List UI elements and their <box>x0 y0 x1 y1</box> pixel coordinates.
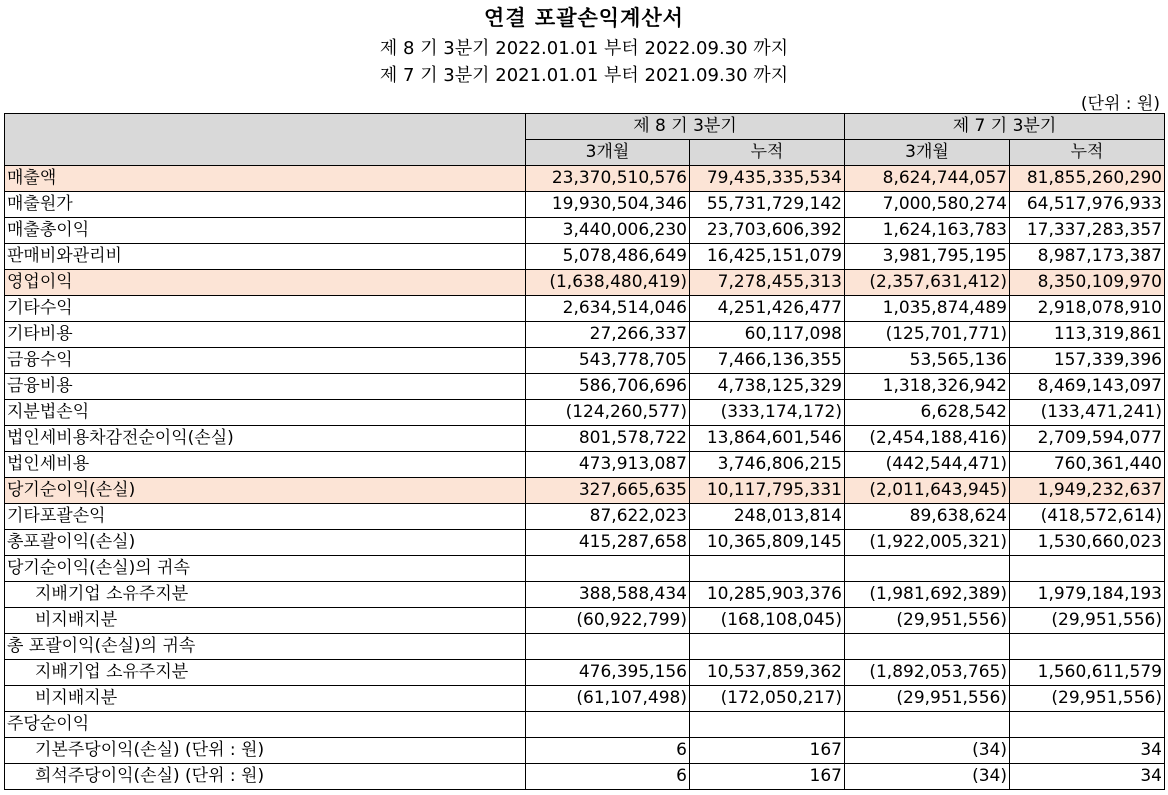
cell-value <box>526 634 690 660</box>
cell-value: (1,922,005,321) <box>845 530 1010 556</box>
header-row-1 <box>5 114 1165 140</box>
cell-value: 2,709,594,077 <box>1010 426 1165 452</box>
cell-value: 1,035,874,489 <box>845 296 1010 322</box>
table-row <box>5 530 1165 556</box>
cell-value: (1,638,480,419) <box>526 270 690 296</box>
cell-value: 473,913,087 <box>526 452 690 478</box>
table-row <box>5 660 1165 686</box>
table-row <box>5 738 1165 764</box>
cell-value: 7,466,136,355 <box>690 348 845 374</box>
cell-value: 8,624,744,057 <box>845 166 1010 192</box>
cell-value: 415,287,658 <box>526 530 690 556</box>
cell-value <box>1010 712 1165 738</box>
cell-value: 167 <box>690 738 845 764</box>
cell-value: (1,892,053,765) <box>845 660 1010 686</box>
cell-value: 53,565,136 <box>845 348 1010 374</box>
cell-value: (29,951,556) <box>845 608 1010 634</box>
cell-value: 10,285,903,376 <box>690 582 845 608</box>
cell-value: (2,357,631,412) <box>845 270 1010 296</box>
table-row <box>5 452 1165 478</box>
cell-value: (29,951,556) <box>1010 686 1165 712</box>
cell-value: 157,339,396 <box>1010 348 1165 374</box>
cell-value: 23,703,606,392 <box>690 218 845 244</box>
period-prior: 제 7 기 3분기 2021.01.01 부터 2021.09.30 까지 <box>379 65 789 86</box>
table-row <box>5 712 1165 738</box>
cell-value: (442,544,471) <box>845 452 1010 478</box>
cell-value: 64,517,976,933 <box>1010 192 1165 218</box>
header-blank <box>5 114 526 166</box>
cell-value: 16,425,151,079 <box>690 244 845 270</box>
cell-value: 1,530,660,023 <box>1010 530 1165 556</box>
cell-value: (133,471,241) <box>1010 400 1165 426</box>
cell-value: 1,624,163,783 <box>845 218 1010 244</box>
header-period-prior: 제 7 기 3분기 <box>845 114 1165 140</box>
table-row <box>5 166 1165 192</box>
cell-value: 2,634,514,046 <box>526 296 690 322</box>
table-row <box>5 478 1165 504</box>
cell-value: 1,979,184,193 <box>1010 582 1165 608</box>
cell-value: (124,260,577) <box>526 400 690 426</box>
cell-value: 7,278,455,313 <box>690 270 845 296</box>
cell-value: 8,987,173,387 <box>1010 244 1165 270</box>
cell-value: 79,435,335,534 <box>690 166 845 192</box>
row-label: 기본주당이익(손실) (단위 : 원) <box>5 738 526 764</box>
cell-value: (418,572,614) <box>1010 504 1165 530</box>
table-row <box>5 556 1165 582</box>
cell-value <box>690 634 845 660</box>
cell-value: 6,628,542 <box>845 400 1010 426</box>
table-row <box>5 608 1165 634</box>
row-label: 당기순이익(손실)의 귀속 <box>5 556 526 582</box>
cell-value: (61,107,498) <box>526 686 690 712</box>
cell-value: 34 <box>1010 738 1165 764</box>
header-3months: 3개월 <box>526 140 690 166</box>
cell-value: 87,622,023 <box>526 504 690 530</box>
cell-value: 113,319,861 <box>1010 322 1165 348</box>
cell-value: (2,011,643,945) <box>845 478 1010 504</box>
header-period-current: 제 8 기 3분기 <box>526 114 845 140</box>
cell-value: 8,350,109,970 <box>1010 270 1165 296</box>
header-cumulative: 누적 <box>690 140 845 166</box>
row-label: 희석주당이익(손실) (단위 : 원) <box>5 764 526 790</box>
statement-title: 연결 포괄손익계산서 <box>484 6 684 30</box>
cell-value <box>1010 556 1165 582</box>
row-label: 지분법손익 <box>5 400 526 426</box>
cell-value: 327,665,635 <box>526 478 690 504</box>
cell-value: 55,731,729,142 <box>690 192 845 218</box>
row-label: 영업이익 <box>5 270 526 296</box>
cell-value: 6 <box>526 764 690 790</box>
header-cumulative: 누적 <box>1010 140 1165 166</box>
cell-value <box>690 712 845 738</box>
row-label: 비지배지분 <box>5 686 526 712</box>
cell-value <box>845 556 1010 582</box>
row-label: 지배기업 소유주지분 <box>5 582 526 608</box>
cell-value <box>526 556 690 582</box>
unit-label: (단위 : 원) <box>1080 94 1160 114</box>
cell-value: 7,000,580,274 <box>845 192 1010 218</box>
table-row <box>5 400 1165 426</box>
cell-value: 2,918,078,910 <box>1010 296 1165 322</box>
cell-value: 10,365,809,145 <box>690 530 845 556</box>
row-label: 매출원가 <box>5 192 526 218</box>
table-row <box>5 270 1165 296</box>
cell-value: 1,560,611,579 <box>1010 660 1165 686</box>
table-row <box>5 764 1165 790</box>
cell-value: 543,778,705 <box>526 348 690 374</box>
cell-value: 1,949,232,637 <box>1010 478 1165 504</box>
row-label: 주당순이익 <box>5 712 526 738</box>
cell-value: 4,251,426,477 <box>690 296 845 322</box>
cell-value: 8,469,143,097 <box>1010 374 1165 400</box>
row-label: 총 포괄이익(손실)의 귀속 <box>5 634 526 660</box>
row-label: 매출총이익 <box>5 218 526 244</box>
cell-value <box>845 634 1010 660</box>
row-label: 지배기업 소유주지분 <box>5 660 526 686</box>
cell-value: 1,318,326,942 <box>845 374 1010 400</box>
table-row <box>5 634 1165 660</box>
cell-value: 3,746,806,215 <box>690 452 845 478</box>
table-row <box>5 504 1165 530</box>
cell-value: 801,578,722 <box>526 426 690 452</box>
cell-value: 19,930,504,346 <box>526 192 690 218</box>
cell-value: 17,337,283,357 <box>1010 218 1165 244</box>
row-label: 법인세비용 <box>5 452 526 478</box>
cell-value: (2,454,188,416) <box>845 426 1010 452</box>
row-label: 비지배지분 <box>5 608 526 634</box>
row-label: 매출액 <box>5 166 526 192</box>
cell-value: 10,117,795,331 <box>690 478 845 504</box>
cell-value: (29,951,556) <box>1010 608 1165 634</box>
header-3months: 3개월 <box>845 140 1010 166</box>
cell-value <box>690 556 845 582</box>
row-label: 총포괄이익(손실) <box>5 530 526 556</box>
cell-value: 13,864,601,546 <box>690 426 845 452</box>
cell-value: 10,537,859,362 <box>690 660 845 686</box>
cell-value: 388,588,434 <box>526 582 690 608</box>
table-row <box>5 348 1165 374</box>
cell-value: (34) <box>845 738 1010 764</box>
table-row <box>5 582 1165 608</box>
row-label: 기타비용 <box>5 322 526 348</box>
cell-value: 476,395,156 <box>526 660 690 686</box>
cell-value: 4,738,125,329 <box>690 374 845 400</box>
cell-value: 3,981,795,195 <box>845 244 1010 270</box>
cell-value <box>845 712 1010 738</box>
row-label: 금융비용 <box>5 374 526 400</box>
cell-value: 760,361,440 <box>1010 452 1165 478</box>
cell-value: (34) <box>845 764 1010 790</box>
cell-value: 81,855,260,290 <box>1010 166 1165 192</box>
row-label: 기타포괄손익 <box>5 504 526 530</box>
table-row <box>5 218 1165 244</box>
cell-value <box>1010 634 1165 660</box>
cell-value: 3,440,006,230 <box>526 218 690 244</box>
table-row <box>5 426 1165 452</box>
cell-value: 248,013,814 <box>690 504 845 530</box>
row-label: 판매비와관리비 <box>5 244 526 270</box>
row-label: 금융수익 <box>5 348 526 374</box>
cell-value: 586,706,696 <box>526 374 690 400</box>
cell-value: 5,078,486,649 <box>526 244 690 270</box>
cell-value: (172,050,217) <box>690 686 845 712</box>
cell-value: 60,117,098 <box>690 322 845 348</box>
period-current: 제 8 기 3분기 2022.01.01 부터 2022.09.30 까지 <box>379 38 789 59</box>
cell-value: (1,981,692,389) <box>845 582 1010 608</box>
cell-value: (29,951,556) <box>845 686 1010 712</box>
cell-value: (168,108,045) <box>690 608 845 634</box>
cell-value <box>526 712 690 738</box>
cell-value: (60,922,799) <box>526 608 690 634</box>
cell-value: 23,370,510,576 <box>526 166 690 192</box>
table-row <box>5 322 1165 348</box>
cell-value: 89,638,624 <box>845 504 1010 530</box>
table-row <box>5 374 1165 400</box>
cell-value: (333,174,172) <box>690 400 845 426</box>
cell-value: 27,266,337 <box>526 322 690 348</box>
income-statement-table <box>4 113 1165 790</box>
table-row <box>5 244 1165 270</box>
row-label: 법인세비용차감전순이익(손실) <box>5 426 526 452</box>
cell-value: 167 <box>690 764 845 790</box>
row-label: 당기순이익(손실) <box>5 478 526 504</box>
table-row <box>5 296 1165 322</box>
table-row <box>5 192 1165 218</box>
table-row <box>5 686 1165 712</box>
cell-value: 6 <box>526 738 690 764</box>
row-label: 기타수익 <box>5 296 526 322</box>
cell-value: 34 <box>1010 764 1165 790</box>
cell-value: (125,701,771) <box>845 322 1010 348</box>
